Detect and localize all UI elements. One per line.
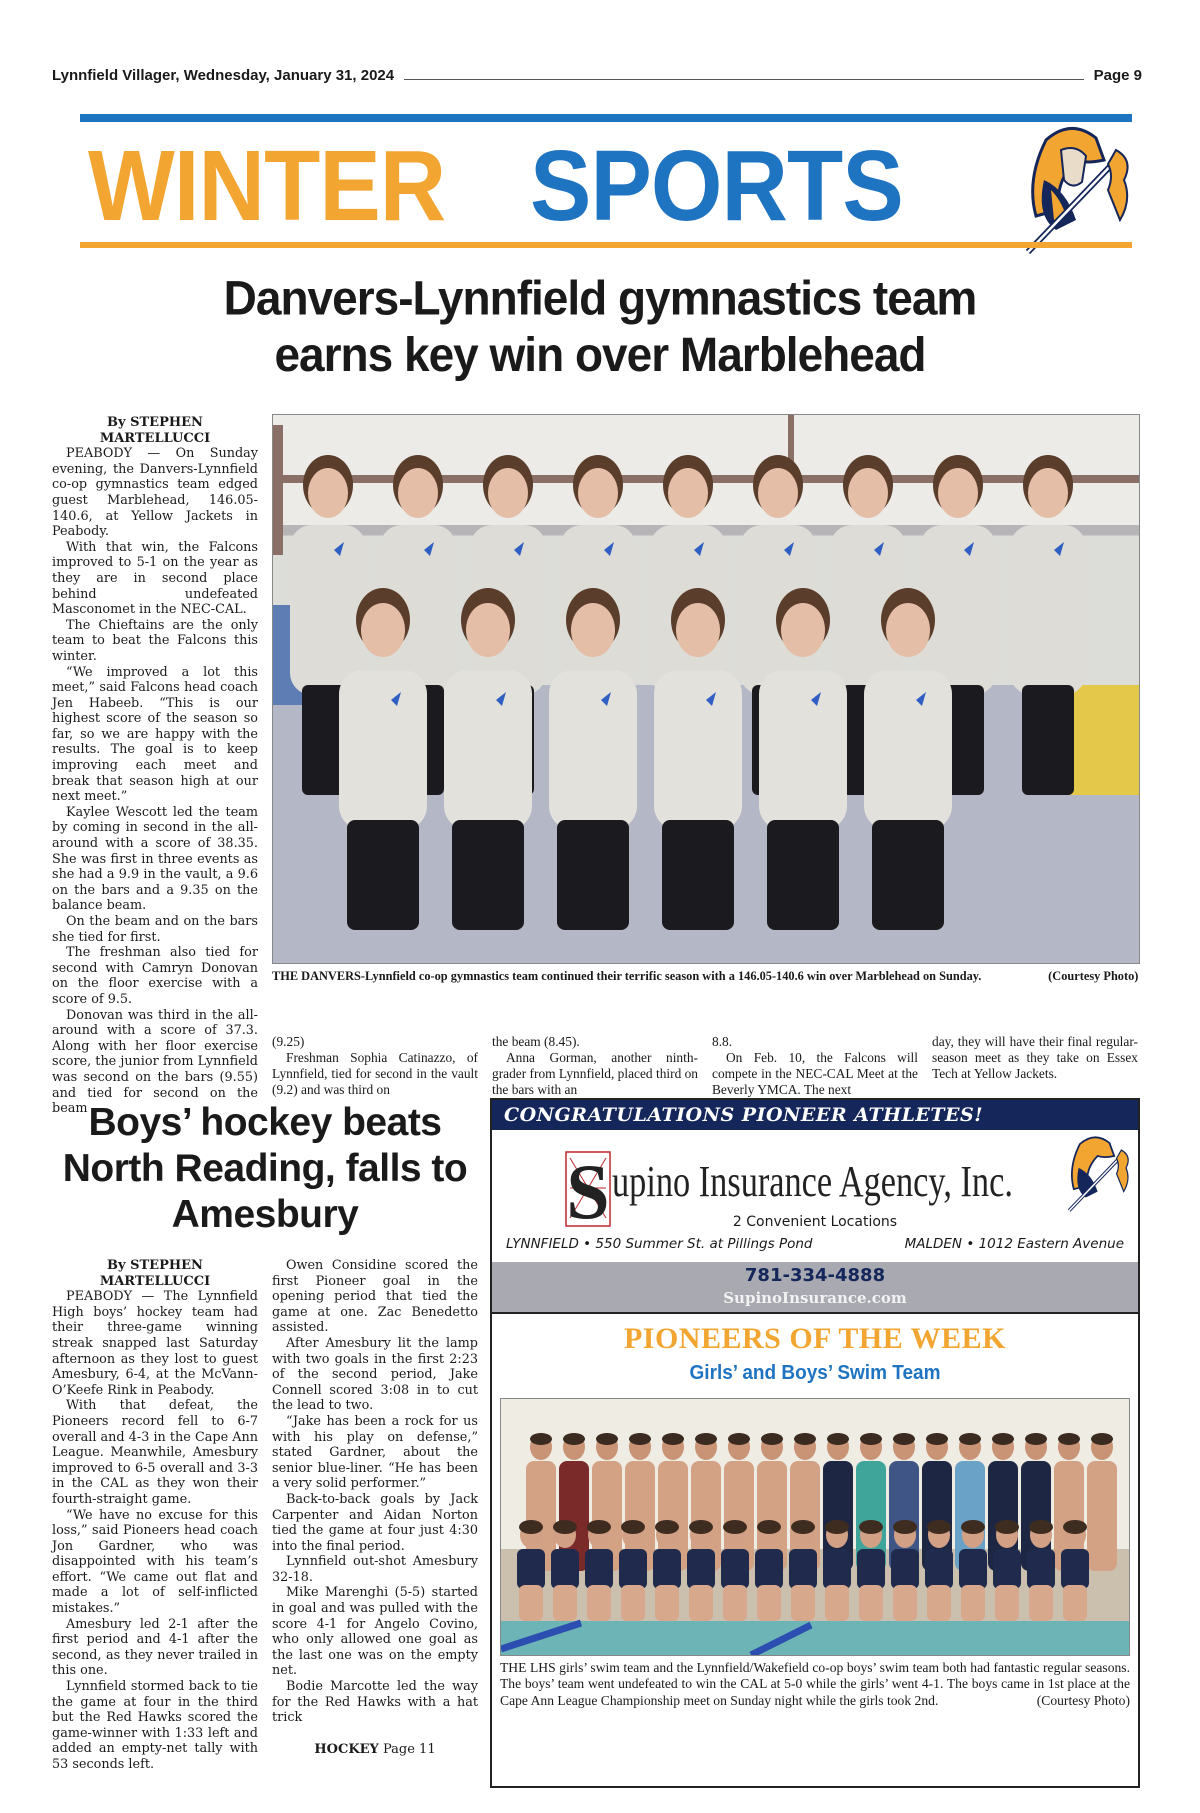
swimmer-legs [655,1585,679,1621]
swimmer-hair [629,1433,651,1445]
swimmer-legs [927,1585,951,1621]
ad-and-pioneers-box [490,1098,1140,1788]
swimmer-hair [689,1520,713,1534]
swimmer-legs [1063,1585,1087,1621]
caption-text: THE LHS girls’ swim team and the Lynnfield/Wakefield co-op boys’ swim team both had fantastic regular seasons. The boys’ team went undefeated to win the CAL at 5-0 while the girls’ went 4-1. The boys came in 1st place at the Cape Ann League Championship meet on Sunday night while the girls took 2nd. [500,1660,1130,1708]
hockey-headline: Boys’ hockey beats North Reading, falls to Amesbury [62,1101,468,1236]
gymnast-hoodie [444,670,532,830]
swimmer-hair [893,1520,917,1534]
paragraph: Amesbury led 2-1 after the first period and 4-1 after the second, as they never trailed in this one. [52,1616,258,1679]
ad-phone[interactable]: 781-334-4888 [744,1265,886,1286]
paragraph: Lynnfield stormed back to tie the game at four in the third but the Red Hawks scored the game-winner with 1:33 left and added an empty-net tally with 53 seconds left. [52,1679,258,1772]
paragraph: With that defeat, the Pioneers record fell to 6-7 overall and 4-3 in the Cape Ann League. Meanwhile, Amesbury improved to 6-5 overall and 3-3 in the CAL as they won their fourth-straight game. [52,1398,258,1507]
gymnast-leggings [347,820,419,930]
paragraph: On the beam and on the bars she tied for first. [52,914,258,945]
paragraph: Lynnfield out-shot Amesbury 32-18. [272,1554,478,1585]
gymnast-face [571,603,615,657]
pioneers-of-the-week-title: PIONEERS OF THE WEEK [623,1322,1007,1355]
gymnastics-article-column [52,415,258,1117]
paragraph: Donovan was third in the all-around with a score of 37.3. Along with her floor exercise score, the junior from Lynnfield was second on the bars (9.55) and tied for second on the beam [52,1007,258,1117]
swimmer-hair [587,1520,611,1534]
paragraph: On Feb. 10, the Falcons will compete in the NEC-CAL Meet at the Beverly YMCA. The next [712,1050,918,1097]
swimmer-hair [621,1520,645,1534]
paragraph: Owen Considine scored the first Pioneer goal in the opening period that tied the game at one. Zac Benedetto assisted. [272,1258,478,1336]
ad-header: CONGRATULATIONS PIONEER ATHLETES! [492,1100,1138,1130]
swimsuit [993,1549,1021,1589]
swimmer-hair [893,1433,915,1445]
gymnast-face [578,468,618,518]
caption-text: THE DANVERS-Lynnfield co-op gymnastics team continued their terrific season with a 146.05-140.6 win over Marblehead on Sunday. [272,968,982,983]
gymnast-face [886,603,930,657]
swimsuit [517,1549,545,1589]
swimsuit [755,1549,783,1589]
gymnast-face [308,468,348,518]
logo-initial: S [566,1148,610,1230]
swimmer-hair [530,1433,552,1445]
gymnast-face [848,468,888,518]
swimmer-legs [961,1585,985,1621]
swimsuit [1027,1549,1055,1589]
swimmer-hair [827,1433,849,1445]
text-column [712,1034,918,1098]
paragraph: Freshman Sophia Catinazzo, of Lynnfield, tied for second in the vault (9.2) and was third on [272,1050,478,1097]
paragraph: the beam (8.45). [492,1034,580,1049]
swimsuit [1061,1549,1089,1589]
swimmer-hair [519,1520,543,1534]
paragraph: PEABODY — On Sunday evening, the Danvers-Lynnfield co-op gymnastics team edged guest Marblehead, 146.05-140.6, at Yellow Jackets in Peabody. [52,446,258,540]
gymnast-leggings [557,820,629,930]
paragraph: The freshman also tied for second with Camryn Donovan on the floor exercise with a score of 9.5. [52,945,258,1007]
publication-date: Lynnfield Villager, Wednesday, January 31, 2024 [52,67,395,84]
swimsuit [551,1549,579,1589]
paragraph: “We have no excuse for this loss,” said Pioneers head coach Jon Gardner, who was disappointed with his team’s effort. “We came out flat and made a lot of self-inflicted mistakes.” [52,1507,258,1617]
gymnast-leggings [1022,685,1074,795]
swimmer-hair [662,1433,684,1445]
locations-label: 2 Convenient Locations [732,1214,898,1230]
pioneer-mascot-icon [1062,1132,1132,1212]
winter-sports-banner [78,112,1140,264]
swimsuit [789,1549,817,1589]
swimmer-legs [791,1585,815,1621]
gymnastics-photo-illustration [273,415,1139,963]
swimmer-hair [1025,1433,1047,1445]
gymnast-face [676,603,720,657]
byline: By STEPHEN MARTELLUCCI [99,415,211,446]
swimmer-legs [859,1585,883,1621]
paragraph: 8.8. [712,1034,733,1049]
swim-team-photo [500,1398,1130,1656]
gymnast-face [781,603,825,657]
gymnastics-team-photo [272,414,1140,964]
gymnast-hoodie [339,670,427,830]
swimmer-legs [587,1585,611,1621]
headline-line: Danvers-Lynnfield gymnastics team [223,270,977,325]
swimmer-hair [553,1520,577,1534]
paragraph: The Chieftains are the only team to beat the Falcons this winter. [52,617,258,664]
headline-line: earns key win over Marblehead [274,327,926,382]
gymnast-face [668,468,708,518]
swimmer-legs [723,1585,747,1621]
paragraph: Anna Gorman, another ninth-grader from Lynnfield, placed third on the bars with an [492,1050,698,1097]
gymnastics-headline [40,269,1160,382]
gymnast-hoodie [549,670,637,830]
swimsuit [857,1549,885,1589]
swimsuit [721,1549,749,1589]
swim-photo-caption [500,1660,1130,1709]
swimmer-legs [621,1585,645,1621]
pioneer-mascot-icon [1016,120,1134,254]
swimmer-hair [992,1433,1014,1445]
swimmer-hair [1058,1433,1080,1445]
banner-bottom-rule [80,242,1132,248]
hockey-article-column [272,1258,478,1757]
swimmer-legs [825,1585,849,1621]
page-number: Page 9 [1093,67,1142,84]
swimsuit [891,1549,919,1589]
banner-word-sports: SPORTS [530,130,903,242]
swimmer-hair [563,1433,585,1445]
photo-credit: (Courtesy Photo) [1048,968,1139,983]
paragraph: PEABODY — The Lynnfield High boys’ hockey team had their three-game winning streak snapped last Saturday afternoon as they lost to guest Amesbury, 6-4, at the McVann-O’Keefe Rink in Peabody. [52,1289,258,1398]
swimmer-hair [825,1520,849,1534]
swimmer-hair [961,1520,985,1534]
ad-contact-bar [492,1262,1138,1314]
banner-word-winter: WINTER [88,130,446,242]
paragraph: Back-to-back goals by Jack Carpenter and Aidan Norton tied the game at four just 4:30 into the final period. [272,1491,478,1554]
gymnast-hoodie [864,670,952,830]
paragraph: day, they will have their final regular-season meet as they take on Essex Tech at Yellow Jackets. [932,1034,1138,1081]
photo-credit: (Courtesy Photo) [1036,1692,1130,1708]
swimsuit [925,1549,953,1589]
swimmer-legs [995,1585,1019,1621]
swimsuit [619,1549,647,1589]
swimmer-hair [927,1520,951,1534]
swimsuit [959,1549,987,1589]
gymnast-face [758,468,798,518]
swimmer-legs [893,1585,917,1621]
gymnast-hoodie [1010,525,1086,695]
swimmer-hair [761,1433,783,1445]
gymnast-leggings [452,820,524,930]
swimmer-legs [553,1585,577,1621]
gymnast-face [938,468,978,518]
swimmer-hair [1063,1520,1087,1534]
paragraph: “We improved a lot this meet,” said Falcons head coach Jen Habeeb. “This is our highest score of the season so far, so we are happy with the results. The goal is to keep improving each meet and break that season high at our next meet.” [52,664,258,805]
swimsuit [823,1549,851,1589]
swimmer-hair [926,1433,948,1445]
jump-line[interactable] [272,1742,478,1758]
banner-top-rule [80,114,1132,122]
company-name: upino Insurance Agency, Inc. [612,1157,1013,1206]
ad-addresses [506,1236,1124,1252]
gymnast-hoodie [654,670,742,830]
address-malden: MALDEN • 1012 Eastern Avenue [904,1236,1124,1252]
byline: By STEPHEN MARTELLUCCI [99,1258,211,1289]
swimsuit [653,1549,681,1589]
paragraph: With that win, the Falcons improved to 5-1 on the year as they are in second place behind undefeated Masconomet in the NEC-CAL. [52,539,258,618]
folio-header [52,60,1142,84]
address-lynnfield: LYNNFIELD • 550 Summer St. at Pillings Pond [506,1236,813,1252]
swimmer-hair [723,1520,747,1534]
gymnastics-continued-columns [272,1034,1138,1098]
swimmer-body [1087,1461,1117,1571]
text-column [492,1034,698,1098]
gymnast-leggings [767,820,839,930]
swimmer-hair [655,1520,679,1534]
swimmer-legs [519,1585,543,1621]
gymnast-face [361,603,405,657]
swimmer-hair [791,1520,815,1534]
swimmer-legs [689,1585,713,1621]
swimmer-hair [859,1520,883,1534]
supino-insurance-ad [492,1130,1138,1260]
swimmer-hair [695,1433,717,1445]
swimmer-hair [860,1433,882,1445]
gymnast-face [466,603,510,657]
paragraph: (9.25) [272,1034,305,1049]
swim-photo-illustration [501,1399,1130,1655]
swimmer-legs [1029,1585,1053,1621]
pioneers-subtitle: Girls’ and Boys’ Swim Team [689,1362,941,1384]
swimsuit [687,1549,715,1589]
gymnast-leggings [662,820,734,930]
ad-website[interactable]: SupinoInsurance.com [723,1289,907,1307]
gymnast-hoodie [759,670,847,830]
paragraph: Mike Marenghi (5-5) started in goal and was pulled with the score 4-1 for Angelo Covino, who only allowed one goal as the last one was on the empty net. [272,1585,478,1679]
paragraph: Kaylee Wescott led the team by coming in second in the all-around with a score of 38.35. She was first in three events as she had a 9.9 in the vault, a 9.6 on the bars and a 9.35 on the balance beam. [52,804,258,914]
paragraph: “Jake has been a rock for us with his play on defense,” stated Gardner, about the senior blue-liner. “He has been a very solid performer.” [272,1413,478,1492]
swimmer-hair [794,1433,816,1445]
swimmer-hair [757,1520,781,1534]
paragraph: After Amesbury lit the lamp with two goals in the first 2:23 of the second period, Jake Connell scored 3:08 in to cut the lead to two. [272,1335,478,1414]
jump-label: HOCKEY [314,1741,379,1757]
gymnast-face [1028,468,1068,518]
swimmer-hair [1091,1433,1113,1445]
text-column [932,1034,1138,1098]
swimsuit [585,1549,613,1589]
hockey-article-column [52,1258,258,1773]
gymnast-leggings [872,820,944,930]
text-column [272,1034,478,1098]
swimmer-legs [757,1585,781,1621]
swimmer-hair [995,1520,1019,1534]
swimmer-hair [596,1433,618,1445]
swimmer-hair [728,1433,750,1445]
gymnast-face [488,468,528,518]
swimmer-hair [959,1433,981,1445]
gymnastics-photo-caption [272,968,1138,984]
gymnast-face [398,468,438,518]
folio-rule [404,79,1084,80]
gymnast-hoodie [290,525,366,695]
paragraph: Bodie Marcotte led the way for the Red Hawks with a hat trick [272,1679,478,1726]
swimmer-hair [1029,1520,1053,1534]
jump-page: Page 11 [382,1741,436,1757]
